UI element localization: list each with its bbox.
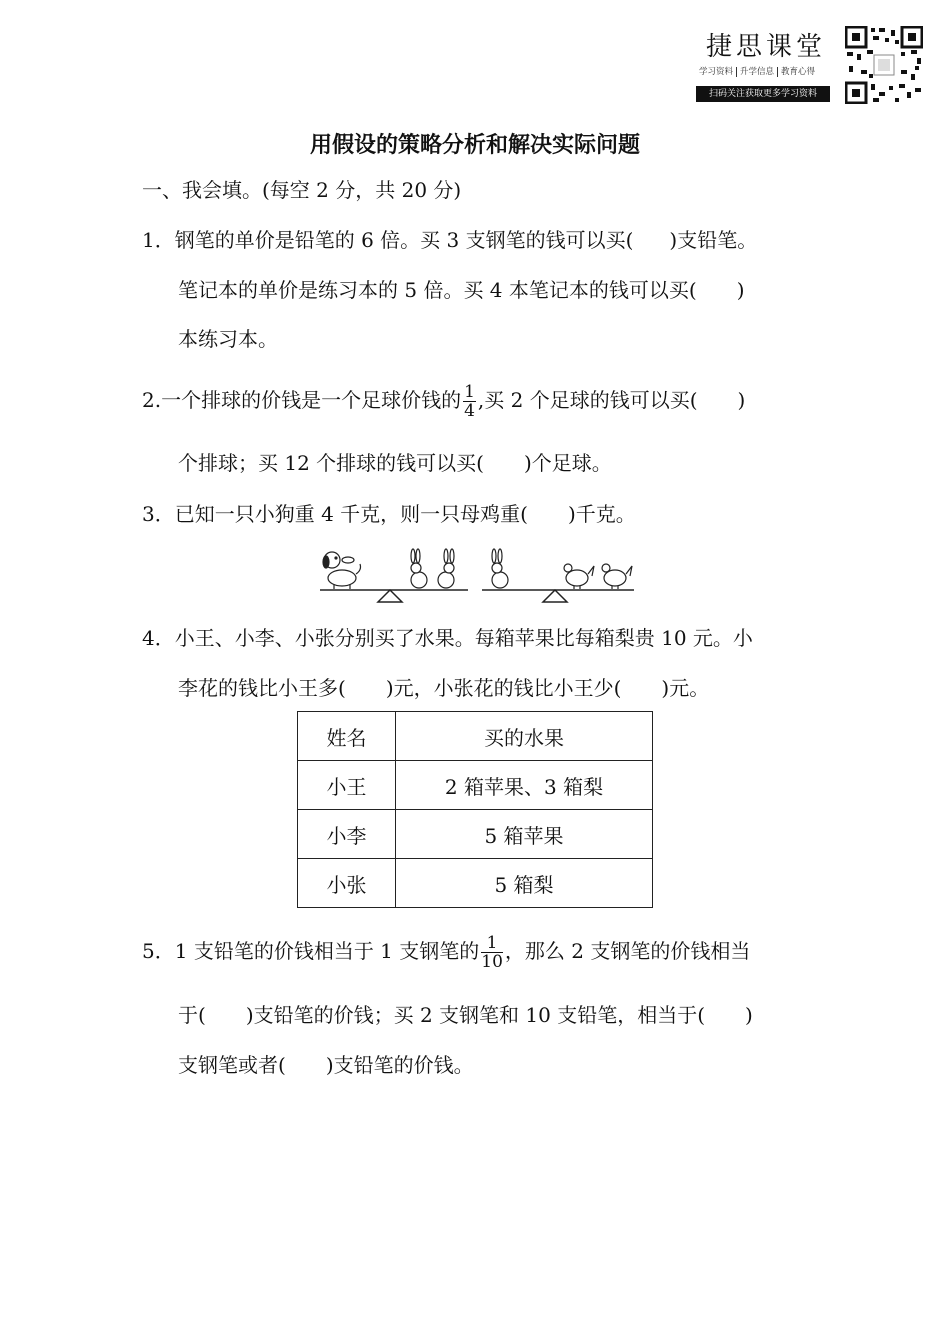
question-text: )元，小张花的钱比小王少( [385, 676, 622, 700]
question-2-line-2 [178, 451, 612, 475]
question-1-line-2 [178, 278, 745, 302]
brand-tag: 升学信息 [736, 67, 774, 77]
question-text: ) [745, 1003, 753, 1027]
table-cell: 小王 [298, 761, 396, 810]
brand-tags [699, 65, 815, 77]
balance-illustration [312, 544, 642, 606]
question-text: 1 支铅笔的价钱相当于 1 支钢笔的 [174, 939, 480, 963]
question-text: ) [736, 278, 745, 302]
question-text: 个排球；买 12 个排球的钱可以买( [178, 451, 484, 475]
question-number: 3． [142, 502, 175, 526]
question-text: ，那么 2 支钢笔的价钱相当 [504, 939, 751, 963]
question-4-line-1 [142, 626, 753, 650]
fulcrum-icon [543, 590, 567, 602]
table-cell: 2 箱苹果、3 箱梨 [396, 761, 653, 810]
brand-name: 捷思课堂 [706, 32, 827, 62]
question-number: 4． [142, 626, 175, 650]
question-5-line-1 [142, 929, 750, 973]
table-row [298, 859, 653, 908]
question-text: )支铅笔。 [669, 228, 758, 252]
question-text: )元。 [661, 676, 710, 700]
question-text: 钢笔的单价是铅笔的 6 倍。买 3 支钢笔的钱可以买( [174, 228, 634, 252]
table-row [298, 810, 653, 859]
question-number: 5． [142, 939, 175, 963]
table-header: 姓名 [298, 712, 396, 761]
hen-icon [602, 564, 632, 589]
rabbit-icon [438, 549, 454, 588]
fraction-denominator: 4 [464, 401, 475, 421]
question-number: 1． [142, 228, 175, 252]
brand-tag: 教育心得 [777, 67, 815, 77]
question-text: ,买 2 个足球的钱可以买( [477, 388, 698, 412]
question-text: )千克。 [567, 502, 636, 526]
question-text: 已知一只小狗重 4 千克，则一只母鸡重( [174, 502, 528, 526]
hen-icon [564, 564, 594, 589]
question-3-line-1 [142, 502, 636, 526]
section-heading: 一、我会填。(每空 2 分，共 20 分) [142, 178, 462, 202]
question-text: 于( [178, 1003, 206, 1027]
question-5-line-3 [178, 1053, 474, 1077]
rabbit-icon [411, 549, 427, 588]
brand-bar: 扫码关注获取更多学习资料 [696, 86, 830, 102]
question-text: 支钢笔或者( [178, 1053, 286, 1077]
qr-code-icon[interactable] [845, 26, 923, 104]
fraction-denominator: 10 [481, 952, 503, 972]
table-cell: 5 箱苹果 [396, 810, 653, 859]
fraction [463, 383, 476, 420]
question-text: 小王、小李、小张分别买了水果。每箱苹果比每箱梨贵 10 元。小 [174, 626, 753, 650]
question-text: 笔记本的单价是练习本的 5 倍。买 4 本笔记本的钱可以买( [178, 278, 697, 302]
table-row [298, 761, 653, 810]
question-1-line-3: 本练习本。 [178, 327, 278, 351]
fraction-numerator: 1 [481, 934, 503, 953]
question-number: 2. [142, 388, 162, 412]
table-header-row [298, 712, 653, 761]
question-text: 李花的钱比小王多( [178, 676, 346, 700]
fraction [481, 934, 503, 971]
fruit-table [297, 711, 653, 908]
rabbit-icon [492, 549, 508, 588]
question-5-line-2 [178, 1003, 753, 1027]
page-title: 用假设的策略分析和解决实际问题 [309, 133, 640, 158]
question-text: ) [737, 388, 746, 412]
table-cell: 小张 [298, 859, 396, 908]
question-4-line-2 [178, 676, 709, 700]
question-1-line-1 [142, 228, 757, 252]
table-header: 买的水果 [396, 712, 653, 761]
dog-icon [323, 552, 361, 589]
table-cell: 5 箱梨 [396, 859, 653, 908]
question-text: )个足球。 [523, 451, 612, 475]
question-text: 一个排球的价钱是一个足球价钱的 [161, 388, 462, 412]
fulcrum-icon [378, 590, 402, 602]
fraction-numerator: 1 [464, 382, 475, 402]
question-text: )支铅笔的价钱；买 2 支钢笔和 10 支铅笔，相当于( [245, 1003, 706, 1027]
brand-tag: 学习资料 [699, 67, 734, 77]
table-cell: 小李 [298, 810, 396, 859]
question-text: )支铅笔的价钱。 [325, 1053, 474, 1077]
question-2-line-1 [142, 378, 745, 422]
